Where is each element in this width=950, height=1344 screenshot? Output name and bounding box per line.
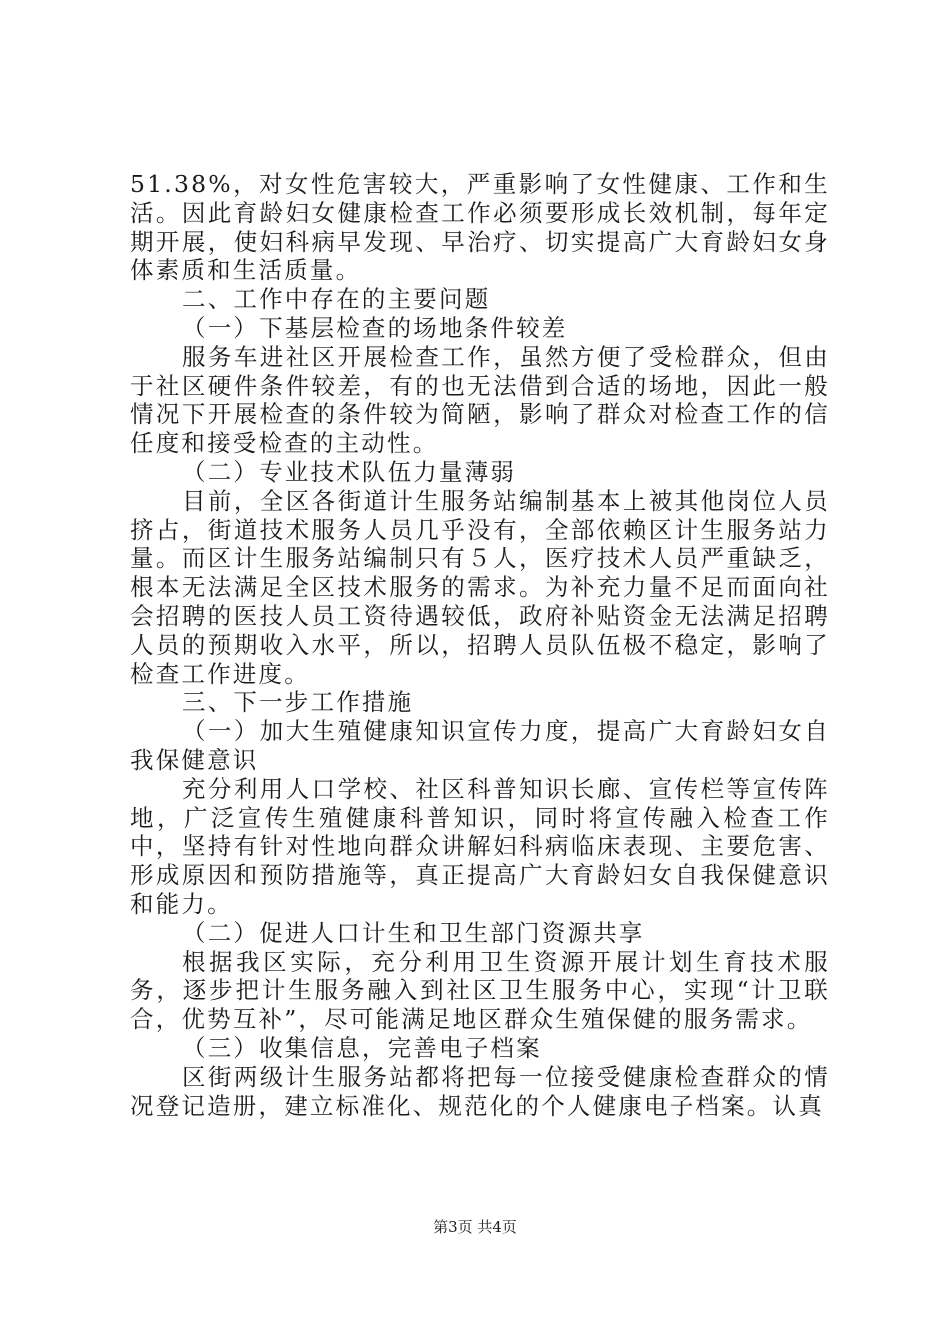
paragraph: 目前，全区各街道计生服务站编制基本上被其他岗位人员挤占，街道技术服务人员几乎没有，全部依赖区计生服务站力量。而区计生服务站编制只有５人，医疗技术人员严重缺乏，根本无法满足全区技术服务的需求。为补充力量不足而面向社会招聘的医技人员工资待遇较低，政府补贴资金无法满足招聘人员的预期收入水平，所以，招聘人员队伍极不稳定，影响了检查工作进度。 (130, 486, 830, 688)
paragraph: 51.38%，对女性危害较大，严重影响了女性健康、工作和生活。因此育龄妇女健康检查工作必须要形成长效机制，每年定期开展，使妇科病早发现、早治疗、切实提高广大育龄妇女身体素质和生活质量。 (130, 170, 830, 285)
paragraph: 区街两级计生服务站都将把每一位接受健康检查群众的情况登记造册，建立标准化、规范化的个人健康电子档案。认真 (130, 1062, 830, 1120)
subsection-heading: （一）加大生殖健康知识宣传力度，提高广大育龄妇女自我保健意识 (130, 717, 830, 774)
subsection-heading: （一）下基层检查的场地条件较差 (182, 313, 568, 342)
section-heading: 二、工作中存在的主要问题 (182, 285, 491, 314)
page-footer: 第3页 共4页 (433, 1218, 517, 1236)
subsection-heading: （二）促进人口计生和卫生部门资源共享 (182, 918, 645, 947)
paragraph: 服务车进社区开展检查工作，虽然方便了受检群众，但由于社区硬件条件较差，有的也无法借到合适的场地，因此一般情况下开展检查的条件较为简陋，影响了群众对检查工作的信任度和接受检查的主动性。 (130, 342, 830, 458)
paragraph: 充分利用人口学校、社区科普知识长廊、宣传栏等宣传阵地，广泛宣传生殖健康科普知识，同时将宣传融入检查工作中，坚持有针对性地向群众讲解妇科病临床表现、主要危害、形成原因和预防措施等，真正提高广大育龄妇女自我保健意识和能力。 (130, 774, 830, 918)
paragraph: 根据我区实际，充分利用卫生资源开展计划生育技术服务，逐步把计生服务融入到社区卫生服务中心，实现“计卫联合，优势互补”，尽可能满足地区群众生殖保健的服务需求。 (130, 947, 830, 1034)
subsection-heading: （三）收集信息，完善电子档案 (182, 1033, 542, 1062)
document-body (130, 170, 830, 1120)
subsection-heading: （二）专业技术队伍力量薄弱 (182, 457, 517, 486)
section-heading: 三、下一步工作措施 (182, 688, 414, 717)
